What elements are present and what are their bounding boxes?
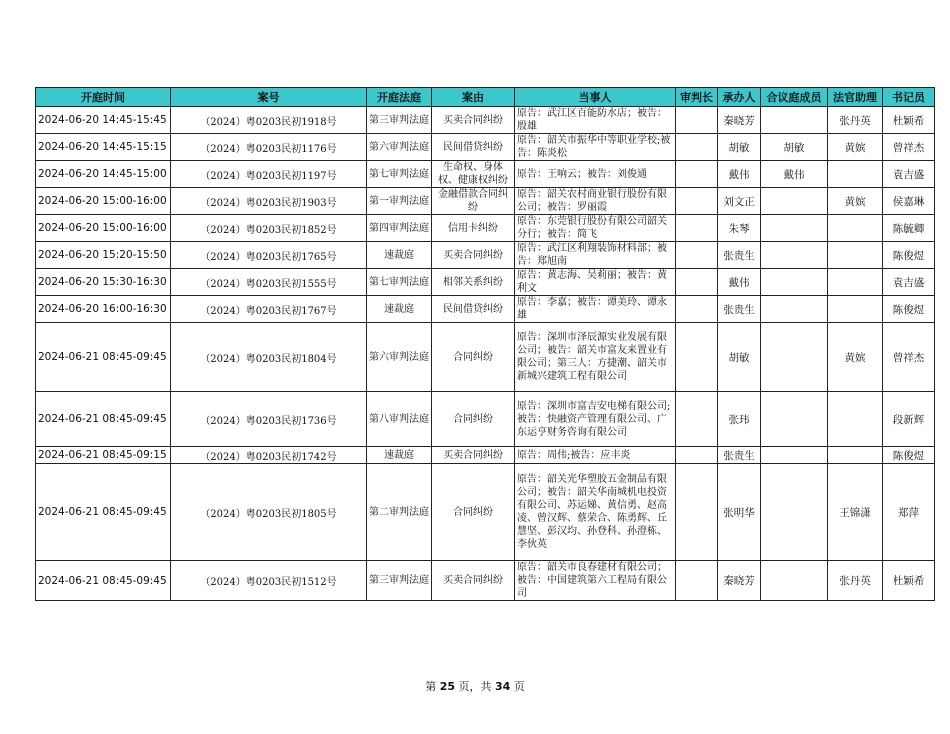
- header-row: [36, 88, 935, 107]
- cell-panel-members: [761, 464, 828, 561]
- cell-hearing-time: 2024-06-21 08:45-09:45: [36, 464, 171, 561]
- table-row: [36, 323, 935, 392]
- cell-parties: [515, 242, 676, 269]
- cell-judge-assistant: 黄嫔: [828, 323, 883, 392]
- cell-hearing-time: 2024-06-21 08:45-09:45: [36, 392, 171, 447]
- cell-judge-assistant: 张丹英: [828, 561, 883, 601]
- table-row: [36, 269, 935, 296]
- cell-parties: [515, 392, 676, 447]
- cell-clerk: 陈毓卿: [883, 215, 935, 242]
- cell-cause: [432, 215, 515, 242]
- cell-cause-text: 买卖合同纠纷: [443, 114, 503, 126]
- cell-handler: 张玮: [718, 392, 761, 447]
- cell-parties: [515, 134, 676, 161]
- cell-parties: [515, 269, 676, 296]
- cell-cause: [432, 242, 515, 269]
- page-footer: [0, 678, 950, 694]
- cell-parties-text: 原告：深圳市泽辰源实业发展有限公司；被告：韶关市富友来置业有限公司；第三人：方捷潮、韶关市新城兴建筑工程有限公司: [517, 332, 667, 382]
- cell-court-text: 第二审判法庭: [369, 506, 429, 518]
- cell-panel-members: [761, 447, 828, 464]
- cell-case-number: （2024）粤0203民初1767号: [171, 296, 367, 323]
- cell-cause: [432, 561, 515, 601]
- cell-presiding-judge: [676, 242, 718, 269]
- header-judge-assistant: 法官助理: [828, 88, 883, 107]
- cell-court-text: 速裁庭: [384, 449, 414, 461]
- cell-court-text: 第三审判法庭: [369, 114, 429, 126]
- cell-presiding-judge: [676, 161, 718, 188]
- cell-parties: [515, 107, 676, 134]
- table-row: [36, 188, 935, 215]
- cell-judge-assistant: [828, 447, 883, 464]
- cell-parties: [515, 447, 676, 464]
- cell-parties-text: 原告：韶关农村商业银行股份有限公司；被告：罗丽霞: [517, 189, 667, 213]
- cell-handler: 戴伟: [718, 161, 761, 188]
- cell-cause-text: 金融借款合同纠纷: [438, 189, 508, 213]
- cell-cause-text: 民间借贷纠纷: [443, 141, 503, 153]
- cell-parties-text: 原告：周伟;被告：应丰炎: [517, 449, 631, 461]
- table-row: [36, 296, 935, 323]
- table-row: [36, 392, 935, 447]
- cell-parties-text: 原告：东莞银行股份有限公司韶关分行；被告：简飞: [517, 216, 667, 240]
- cell-case-number: （2024）粤0203民初1765号: [171, 242, 367, 269]
- cell-panel-members: [761, 188, 828, 215]
- cell-parties-text: 原告：韶关光华塑胶五金制品有限公司；被告：韶关华南城机电投资有限公司、苏运娣、黄信勇、赵高凌、曾汉辉、蔡荣合、陈勇辉、丘慧坚、彭汉均、孙登科、孙澄栋、李伙英: [517, 474, 667, 550]
- cell-cause: [432, 134, 515, 161]
- cell-handler: 朱琴: [718, 215, 761, 242]
- cell-case-number: （2024）粤0203民初1512号: [171, 561, 367, 601]
- cell-clerk: 陈俊煜: [883, 242, 935, 269]
- cell-court-text: 第六审判法庭: [369, 351, 429, 363]
- cell-parties-text: 原告：韶关市良春建材有限公司；被告：中国建筑第六工程局有限公司: [517, 562, 667, 599]
- cell-cause: [432, 296, 515, 323]
- header-clerk: 书记员: [883, 88, 935, 107]
- cell-parties: [515, 296, 676, 323]
- header-court: 开庭法庭: [367, 88, 432, 107]
- cell-judge-assistant: [828, 296, 883, 323]
- cell-clerk: 侯嘉琳: [883, 188, 935, 215]
- cell-case-number: （2024）粤0203民初1852号: [171, 215, 367, 242]
- cell-cause: [432, 107, 515, 134]
- cell-court-text: 第七审判法庭: [369, 168, 429, 180]
- cell-case-number: （2024）粤0203民初1742号: [171, 447, 367, 464]
- cell-court-text: 第七审判法庭: [369, 276, 429, 288]
- cell-judge-assistant: 黄嫔: [828, 134, 883, 161]
- cell-clerk: 袁吉盛: [883, 161, 935, 188]
- cell-presiding-judge: [676, 296, 718, 323]
- cell-court: [367, 107, 432, 134]
- cell-clerk: 陈俊煜: [883, 296, 935, 323]
- cell-clerk: 郑萍: [883, 464, 935, 561]
- cell-case-number: （2024）粤0203民初1197号: [171, 161, 367, 188]
- cell-judge-assistant: 张丹英: [828, 107, 883, 134]
- cell-case-number: （2024）粤0203民初1555号: [171, 269, 367, 296]
- cell-judge-assistant: [828, 215, 883, 242]
- cell-hearing-time: 2024-06-20 15:30-16:30: [36, 269, 171, 296]
- cell-clerk: 陈俊煜: [883, 447, 935, 464]
- cell-cause-text: 民间借贷纠纷: [443, 303, 503, 315]
- table-row: [36, 107, 935, 134]
- cell-handler: 秦晓芳: [718, 561, 761, 601]
- cell-parties-text: 原告：武江区利翔装饰材料部；被告：郑旭南: [517, 243, 667, 267]
- header-panel-members: 合议庭成员: [761, 88, 828, 107]
- table-row: [36, 161, 935, 188]
- cell-clerk: 曾祥杰: [883, 134, 935, 161]
- cell-court-text: 速裁庭: [384, 249, 414, 261]
- cell-cause: [432, 269, 515, 296]
- cell-court: [367, 464, 432, 561]
- cell-hearing-time: 2024-06-20 15:00-16:00: [36, 215, 171, 242]
- cell-parties: [515, 561, 676, 601]
- cell-court: [367, 161, 432, 188]
- table-row: [36, 464, 935, 561]
- cell-handler: 张贵生: [718, 296, 761, 323]
- cell-parties-text: 原告：韶关市振华中等职业学校;被告：陈炎松: [517, 135, 671, 159]
- cell-presiding-judge: [676, 134, 718, 161]
- cell-court: [367, 215, 432, 242]
- cell-hearing-time: 2024-06-21 08:45-09:15: [36, 447, 171, 464]
- cell-court: [367, 269, 432, 296]
- cell-hearing-time: 2024-06-20 14:45-15:45: [36, 107, 171, 134]
- footer-total-pages: 34: [495, 680, 511, 693]
- cell-parties: [515, 215, 676, 242]
- cell-hearing-time: 2024-06-21 08:45-09:45: [36, 323, 171, 392]
- cell-case-number: （2024）粤0203民初1176号: [171, 134, 367, 161]
- cell-court: [367, 134, 432, 161]
- cell-panel-members: [761, 215, 828, 242]
- table-row: [36, 215, 935, 242]
- table-row: [36, 134, 935, 161]
- cell-presiding-judge: [676, 464, 718, 561]
- hearing-schedule-table: [35, 87, 935, 601]
- footer-page-number: 25: [439, 680, 455, 693]
- cell-panel-members: [761, 296, 828, 323]
- cell-panel-members: [761, 323, 828, 392]
- cell-handler: 张贵生: [718, 447, 761, 464]
- cell-parties: [515, 464, 676, 561]
- cell-cause-text: 买卖合同纠纷: [443, 449, 503, 461]
- cell-clerk: 段新辉: [883, 392, 935, 447]
- cell-court: [367, 323, 432, 392]
- table-row: [36, 242, 935, 269]
- cell-parties: [515, 323, 676, 392]
- header-presiding-judge: 审判长: [676, 88, 718, 107]
- cell-clerk: 杜颖希: [883, 107, 935, 134]
- cell-court: [367, 561, 432, 601]
- cell-case-number: （2024）粤0203民初1918号: [171, 107, 367, 134]
- cell-parties-text: 原告：武江区百能防水店；被告：殷雄: [517, 108, 667, 132]
- cell-handler: 胡敏: [718, 134, 761, 161]
- cell-cause: [432, 188, 515, 215]
- cell-hearing-time: 2024-06-20 14:45-15:00: [36, 161, 171, 188]
- cell-cause-text: 信用卡纠纷: [448, 222, 498, 234]
- cell-judge-assistant: 黄嫔: [828, 188, 883, 215]
- cell-presiding-judge: [676, 215, 718, 242]
- header-handler: 承办人: [718, 88, 761, 107]
- cell-parties: [515, 188, 676, 215]
- cell-judge-assistant: 王锦潇: [828, 464, 883, 561]
- cell-case-number: （2024）粤0203民初1903号: [171, 188, 367, 215]
- cell-court-text: 速裁庭: [384, 303, 414, 315]
- cell-hearing-time: 2024-06-20 16:00-16:30: [36, 296, 171, 323]
- cell-court-text: 第四审判法庭: [369, 222, 429, 234]
- cell-court: [367, 296, 432, 323]
- cell-cause: [432, 323, 515, 392]
- cell-hearing-time: 2024-06-20 15:00-16:00: [36, 188, 171, 215]
- header-hearing-time: 开庭时间: [36, 88, 171, 107]
- cell-case-number: （2024）粤0203民初1805号: [171, 464, 367, 561]
- cell-court: [367, 392, 432, 447]
- cell-cause: [432, 447, 515, 464]
- header-parties: 当事人: [515, 88, 676, 107]
- cell-hearing-time: 2024-06-20 15:20-15:50: [36, 242, 171, 269]
- cell-presiding-judge: [676, 392, 718, 447]
- cell-court: [367, 188, 432, 215]
- cell-presiding-judge: [676, 561, 718, 601]
- cell-handler: 刘文正: [718, 188, 761, 215]
- cell-panel-members: [761, 392, 828, 447]
- cell-presiding-judge: [676, 188, 718, 215]
- cell-parties: [515, 161, 676, 188]
- cell-parties-text: 原告：王响云；被告：刘俊通: [517, 168, 647, 180]
- cell-handler: 张贵生: [718, 242, 761, 269]
- cell-court-text: 第三审判法庭: [369, 575, 429, 586]
- cell-handler: 秦晓芳: [718, 107, 761, 134]
- cell-clerk: 杜颖希: [883, 561, 935, 601]
- cell-cause: [432, 392, 515, 447]
- header-cause: 案由: [432, 88, 515, 107]
- cell-hearing-time: 2024-06-21 08:45-09:45: [36, 561, 171, 601]
- cell-court-text: 第六审判法庭: [369, 141, 429, 153]
- cell-cause-text: 合同纠纷: [453, 351, 493, 363]
- cell-parties-text: 原告：深圳市富吉安电梯有限公司;被告：快融资产管理有限公司、广东运亨财务咨询有限公司: [517, 400, 671, 438]
- cell-handler: 胡敏: [718, 323, 761, 392]
- table-row: [36, 447, 935, 464]
- cell-panel-members: [761, 561, 828, 601]
- cell-court-text: 第八审判法庭: [369, 413, 429, 425]
- cell-court: [367, 242, 432, 269]
- cell-presiding-judge: [676, 447, 718, 464]
- cell-hearing-time: 2024-06-20 14:45-15:15: [36, 134, 171, 161]
- cell-court: [367, 447, 432, 464]
- header-case-number: 案号: [171, 88, 367, 107]
- cell-case-number: （2024）粤0203民初1804号: [171, 323, 367, 392]
- cell-panel-members: 胡敏: [761, 134, 828, 161]
- cell-handler: 张明华: [718, 464, 761, 561]
- cell-judge-assistant: [828, 269, 883, 296]
- cell-panel-members: [761, 107, 828, 134]
- cell-presiding-judge: [676, 269, 718, 296]
- cell-panel-members: [761, 269, 828, 296]
- cell-panel-members: [761, 242, 828, 269]
- cell-parties-text: 原告：黄志海、吴莉丽；被告：黄利文: [517, 270, 667, 294]
- cell-court-text: 第一审判法庭: [369, 195, 429, 207]
- footer-middle: 页，共: [455, 680, 495, 693]
- footer-suffix: 页: [510, 680, 525, 693]
- cell-presiding-judge: [676, 323, 718, 392]
- cell-presiding-judge: [676, 107, 718, 134]
- cell-cause: [432, 464, 515, 561]
- cell-parties-text: 原告：李嘉；被告：谭美玲、谭永雄: [517, 297, 667, 321]
- cell-judge-assistant: [828, 392, 883, 447]
- cell-cause-text: 合同纠纷: [453, 506, 493, 518]
- cell-cause: [432, 161, 515, 188]
- cell-panel-members: 戴伟: [761, 161, 828, 188]
- cell-cause-text: 买卖合同纠纷: [443, 575, 503, 586]
- cell-judge-assistant: [828, 161, 883, 188]
- cell-cause-text: 合同纠纷: [453, 413, 493, 425]
- cell-cause-text: 相邻关系纠纷: [443, 276, 503, 288]
- footer-prefix: 第: [425, 680, 440, 693]
- cell-clerk: 曾祥杰: [883, 323, 935, 392]
- cell-case-number: （2024）粤0203民初1736号: [171, 392, 367, 447]
- table-row: [36, 561, 935, 601]
- cell-cause-text: 买卖合同纠纷: [443, 249, 503, 261]
- cell-clerk: 袁吉盛: [883, 269, 935, 296]
- cell-cause-text: 生命权、身体权、健康权纠纷: [438, 162, 508, 186]
- cell-handler: 戴伟: [718, 269, 761, 296]
- cell-judge-assistant: [828, 242, 883, 269]
